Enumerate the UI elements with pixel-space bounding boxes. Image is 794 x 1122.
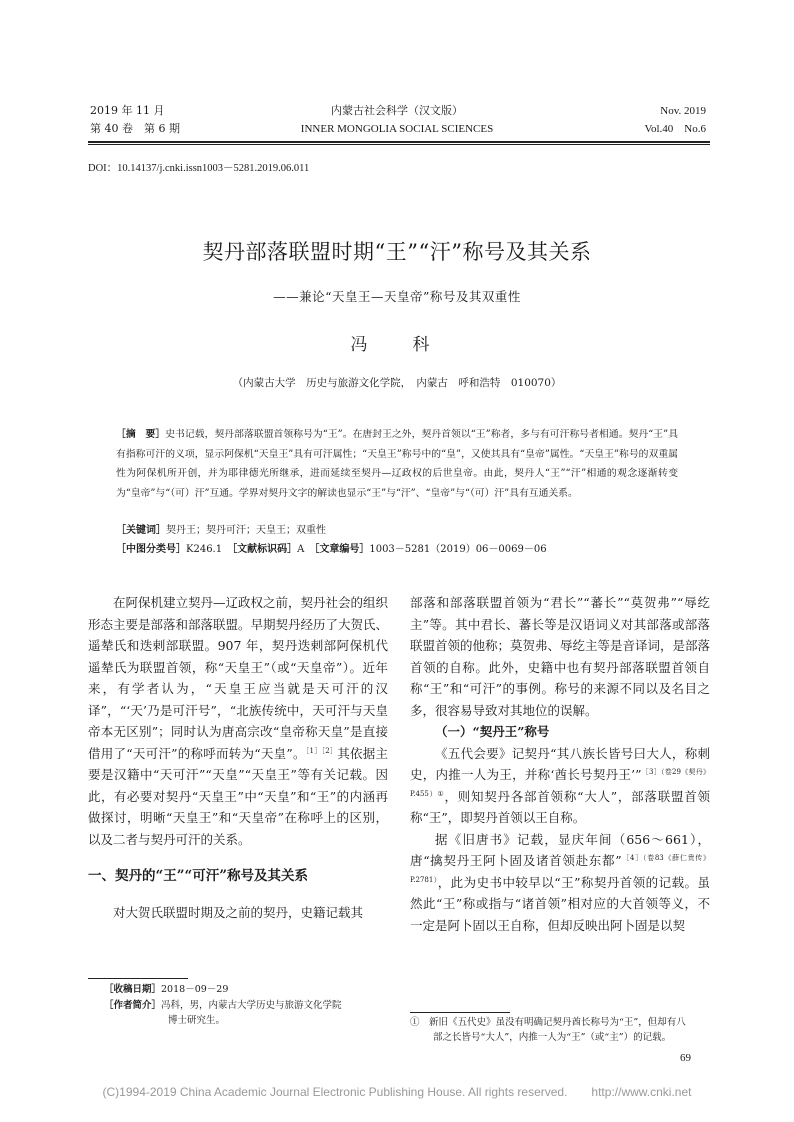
article-title: 契丹部落联盟时期“王”“汗”称号及其关系	[202, 240, 592, 264]
paragraph-wudai-huiyao	[410, 743, 710, 829]
bio-line2: 博士研究生。	[168, 1015, 226, 1026]
received-date	[104, 983, 228, 998]
citation-ref[interactable]: ［3］（卷29《契丹》P.455）	[410, 767, 710, 798]
header-volume-cn: 第 40 卷 第 6 期	[90, 122, 180, 135]
p2-text-b: ，则知契丹各部首领称“大人”，部落联盟首领称“王”，即契丹首领以王自称。	[410, 788, 710, 825]
right-column	[410, 592, 710, 936]
abstract-text: 史书记载，契丹部落联盟首领称号为“王”。在唐封王之外，契丹首领以“王”称者，多与有可汗称号者相通。契丹“王”具有指称可汗的义项，显示阿保机“天皇王”具有可汗属性；“天皇王”称号中的“皇”，又使其具有“皇帝”属性。“天皇王”称号的双重属性为阿保机所开创，并为耶律德光所继承，进而延续至契丹—辽政权的后世皇帝。由此，契丹人“王”“汗”相通的观念逐渐转变为“皇帝”与“（可）汗”互通。学界对契丹文字的解读也显示“王”与“汗”、“皇帝”与“（可）汗”具有互通关系。	[116, 429, 678, 499]
author-affiliation: （内蒙古大学 历史与旅游文化学院， 内蒙古 呼和浩特 010070）	[232, 377, 562, 389]
keywords	[116, 523, 678, 539]
abstract	[116, 425, 678, 503]
left-column	[88, 592, 388, 923]
header-date-en: Nov. 2019	[660, 105, 706, 117]
received-label: ［收稿日期］	[104, 984, 162, 995]
article-number-value: 1003－5281（2019）06－0069－06	[369, 544, 547, 555]
clc-label: ［中图分类号］	[116, 544, 186, 555]
paragraph-section1-start: 对大贺氏联盟时期及之前的契丹，史籍记载其	[113, 904, 364, 920]
author-name: 冯 科	[350, 335, 444, 355]
subsection-heading-1: （一）“契丹王”称号	[435, 724, 550, 739]
header-journal-en: INNER MONGOLIA SOCIAL SCIENCES	[300, 123, 494, 135]
p2-text-a: 《五代会要》记契丹“其八族长皆号曰大人，称刺史，内推一人为王，并称‘酋长号契丹王’”	[410, 745, 710, 782]
keywords-label: ［关键词］	[116, 525, 166, 536]
p3-text-b: ，此为史书中较早以“王”称契丹首领的记载。虽然此“王”称或指与“诸首领”相对应的大首领等义，不一定是阿卜固以王自称，但却反映出阿卜固是以契	[410, 874, 710, 933]
intro-text-b: 其依据主要是汉籍中“天可汗”“天皇”“天皇王”等有关记载。因此，有必要对契丹“天皇王”中“天皇”和“王”的内涵再做探讨，明晰“天皇王”和“天皇帝”在称呼上的区别，以及二者与契丹可汗的关系。	[88, 745, 388, 847]
footnote-mark: ①	[410, 1017, 420, 1028]
header-volume-en: Vol.40 No.6	[644, 123, 706, 135]
classification	[116, 542, 678, 558]
p3-text-a: 据《旧唐书》记载，显庆年间（656～661），唐“擒契丹王阿卜固及诸首领赴东都”	[410, 831, 710, 868]
footnote	[410, 1016, 710, 1045]
bio-line1: 冯科，男，内蒙古大学历史与旅游文化学院	[161, 1000, 342, 1011]
article-number-label: ［文章编号］	[314, 544, 370, 555]
doc-code-label: ［文献标识码］	[232, 544, 298, 555]
header-rule-top	[88, 141, 710, 143]
clc-value: K246.1	[186, 544, 223, 555]
article-subtitle: ——兼论“天皇王—天皇帝”称号及其双重性	[273, 289, 521, 304]
header-date-cn: 2019 年 11 月	[90, 104, 165, 117]
received-value: 2018－09－29	[161, 984, 229, 995]
intro-text-a: 在阿保机建立契丹—辽政权之前，契丹社会的组织形态主要是部落和部落联盟。早期契丹经历了大贺氏、遥辇氏和迭剌部联盟。907 年，契丹迭剌部阿保机代遥辇氏为联盟首领，称“天皇王”（或“天皇帝”）。近年来，有学者认为，“天皇王应当就是天可汗的汉译”，“‘天’乃是可汗号”，“北族传统中，天可汗与天皇帝本无区别”；同时认为唐高宗改“皇帝称天皇”是直接借用了“天可汗”的称呼而转为“天皇”。	[88, 595, 389, 761]
paragraph-jiu-tangshu	[410, 829, 710, 937]
abstract-label: ［摘 要］	[116, 429, 166, 440]
header-rule-bottom	[88, 144, 710, 145]
keywords-text: 契丹王；契丹可汗；天皇王；双重性	[166, 525, 326, 536]
doc-code-value: A	[297, 544, 305, 555]
footnote-marker[interactable]: ①	[437, 789, 445, 798]
bio-label: ［作者简介］	[104, 1000, 162, 1011]
footnote-line1: 新旧《五代史》虽没有明确记契丹酋长称号为“王”，但却有八	[429, 1017, 686, 1028]
author-bio	[104, 999, 342, 1014]
section-heading-1: 一、契丹的“王”“可汗”称号及其关系	[88, 868, 309, 884]
footnote-line2: 部之长皆号“大人”，内推一人为“王”（或“主”）的记载。	[433, 1031, 672, 1043]
page-number: 69	[680, 1052, 691, 1064]
doi[interactable]: DOI：10.14137/j.cnki.issn1003－5281.2019.06.011	[88, 163, 310, 174]
citation-ref[interactable]: ［1］［2］	[305, 746, 338, 755]
paragraph-intro	[88, 592, 388, 850]
copyright-footer: (C)1994-2019 China Academic Journal Electronic Publishing House. All rights reserved. http://www.cnki.net	[102, 1085, 692, 1099]
header-journal-cn: 内蒙古社会科学（汉文版）	[331, 104, 463, 117]
paragraph-continued: 部落和部落联盟首领为“君长”“蕃长”“莫贺弗”“辱纥主”等。其中君长、蕃长等是汉语词义对其部落或部落联盟首领的他称；莫贺弗、辱纥主等是音译词，是部落首领的自称。此外，史籍中也有契丹部落联盟首领自称“王”和“可汗”的事例。称号的来源不同以及名目之多，很容易导致对其地位的误解。	[410, 595, 711, 718]
footnote-rule-left	[88, 978, 188, 979]
citation-ref[interactable]: ［4］（卷83《薛仁贵传》P.2781）	[410, 853, 710, 884]
footnote-rule-right	[410, 1012, 510, 1013]
